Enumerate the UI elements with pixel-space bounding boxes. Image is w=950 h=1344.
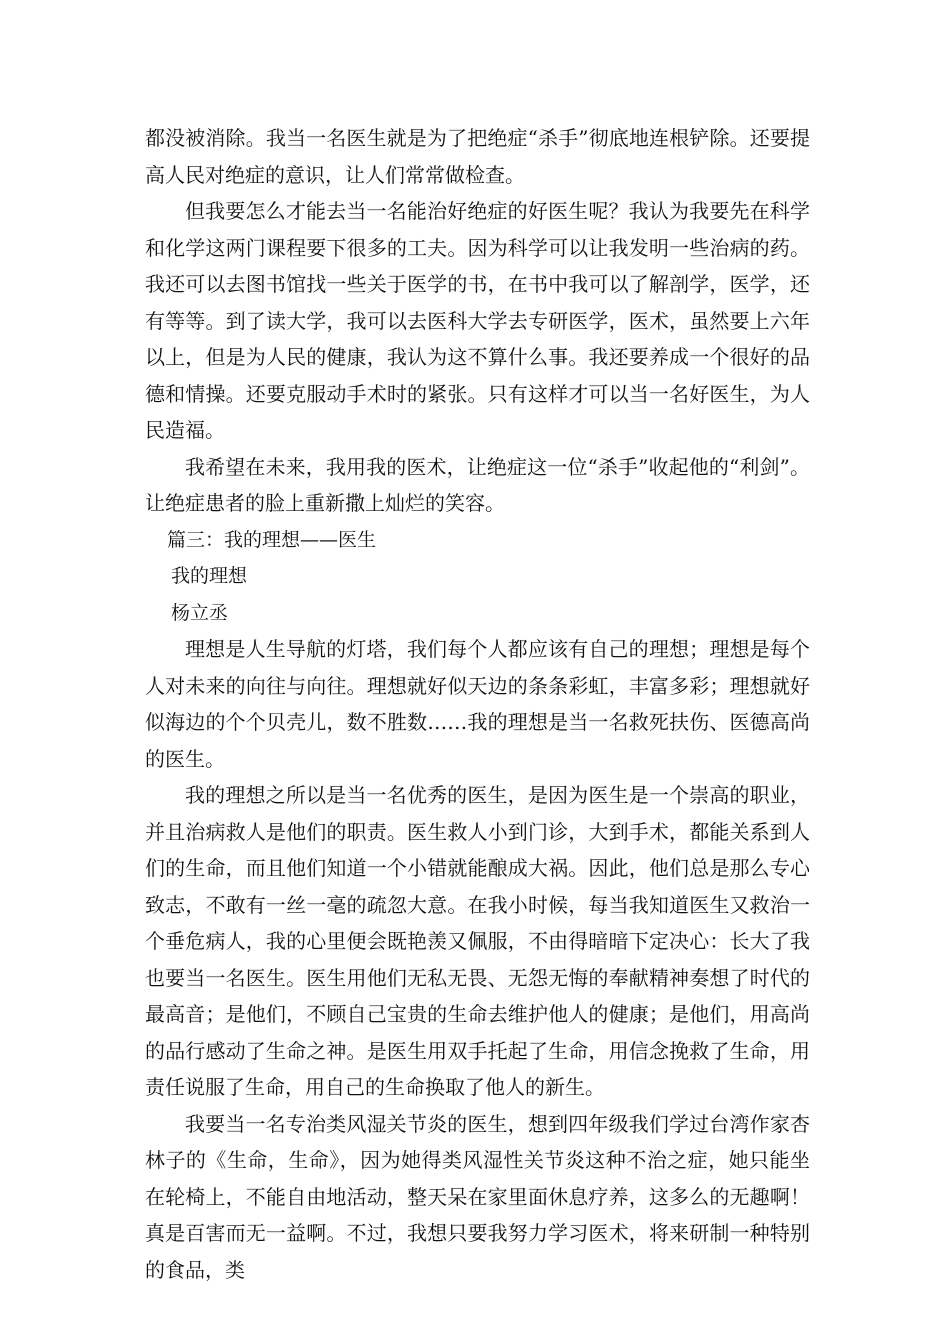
essay-paragraph: 我的理想之所以是当一名优秀的医生，是因为医生是一个崇高的职业，并且治病救人是他们的职责。医生救人小到门诊，大到手术，都能关系到人们的生命，而且他们知道一个小错就能酿成大祸。因此，他们总是那么专心致志，不敢有一丝一毫的疏忽大意。在我小时候，每当我知道医生又救治一个垂危病人，我的心里便会既艳羡又佩服，不由得暗暗下定决心：长大了我也要当一名医生。医生用他们无私无畏、无怨无悔的奉献精神奏想了时代的最高音；是他们，不顾自己宝贵的生命去维护他人的健康；是他们，用高尚的品行感动了生命之神。是医生用双手托起了生命，用信念挽救了生命，用责任说服了生命，用自己的生命换取了他人的新生。 <box>145 783 810 1099</box>
essay-paragraph: 理想是人生导航的灯塔，我们每个人都应该有自己的理想；理想是每个人对未来的向往与向往。理想就好似天边的条条彩虹，丰富多彩；理想就好似海边的个个贝壳儿，数不胜数……我的理想是当一名救死扶伤、医德高尚的医生。 <box>145 637 810 771</box>
document-body <box>145 120 810 1288</box>
paragraph: 我希望在未来，我用我的医术，让绝症这一位“杀手”收起他的“利剑”。让绝症患者的脸上重新撒上灿烂的笑容。 <box>145 454 810 515</box>
section-heading: 篇三：我的理想——医生 <box>167 528 377 551</box>
paragraph-continued: 都没被消除。我当一名医生就是为了把绝症“杀手”彻底地连根铲除。还要提高人民对绝症的意识，让人们常常做检查。 <box>145 126 810 187</box>
essay-paragraph: 我要当一名专治类风湿关节炎的医生，想到四年级我们学过台湾作家杏林子的《生命，生命》，因为她得类风湿性关节炎这种不治之症，她只能坐在轮椅上，不能自由地活动，整天呆在家里面休息疗养，这多么的无趣啊！真是百害而无一益啊。不过，我想只要我努力学习医术，将来研制一种特别的食品，类 <box>145 1111 810 1282</box>
essay-author: 杨立丞 <box>171 601 229 624</box>
paragraph: 但我要怎么才能去当一名能治好绝症的好医生呢？我认为我要先在科学和化学这两门课程要下很多的工夫。因为科学可以让我发明一些治病的药。我还可以去图书馆找一些关于医学的书，在书中我可以了解剖学，医学，还有等等。到了读大学，我可以去医科大学去专研医学，医术，虽然要上六年以上，但是为人民的健康，我认为这不算什么事。我还要养成一个很好的品德和情操。还要克服动手术时的紧张。只有这样才可以当一名好医生，为人民造福。 <box>145 199 810 442</box>
essay-title: 我的理想 <box>171 565 248 587</box>
